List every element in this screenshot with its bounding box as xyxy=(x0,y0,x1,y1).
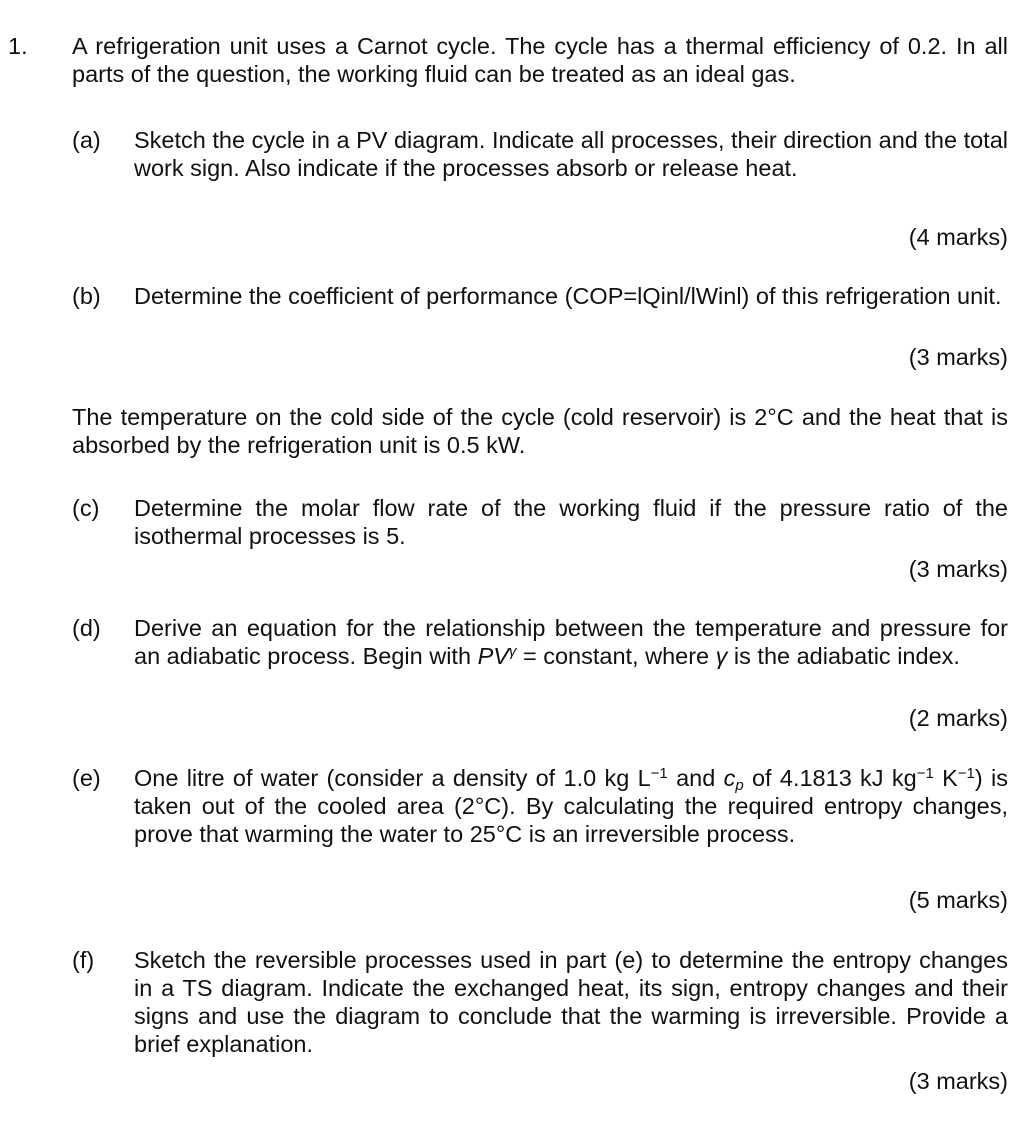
part-e-label: (e) xyxy=(72,765,101,791)
cp-subscript: p xyxy=(735,776,744,794)
part-f-label: (f) xyxy=(72,947,95,973)
part-e xyxy=(72,764,1008,848)
part-f-text: Sketch the reversible processes used in part (e) to determine the entropy changes in a TS diagram. Indicate the exchanged heat, its sign, entropy changes and their signs and use the diagram to conclude that the warming is irreversible. Provide a brief explanation. xyxy=(134,947,1008,1057)
gamma-symbol: γ xyxy=(715,643,728,669)
part-e-marks: (5 marks) xyxy=(908,887,1008,913)
part-d xyxy=(72,614,1008,670)
part-e-text-2: and xyxy=(667,765,724,791)
context-paragraph: The temperature on the cold side of the cycle (cold reservoir) is 2°C and the heat that is absorbed by the refrigeration unit is 0.5 kW. xyxy=(72,404,1008,458)
part-e-text xyxy=(134,764,1008,848)
part-d-text xyxy=(134,614,1008,670)
question-intro: A refrigeration unit uses a Carnot cycle. The cycle has a thermal efficiency of 0.2. In all parts of the question, the working fluid can be treated as an ideal gas. xyxy=(72,33,1008,87)
part-e-text-3: of 4.1813 kJ kg xyxy=(743,765,917,791)
cp-symbol: c xyxy=(723,765,736,791)
gamma-exponent: γ xyxy=(508,642,517,660)
part-c-marks: (3 marks) xyxy=(908,556,1008,582)
part-a-label: (a) xyxy=(72,127,101,153)
part-d-label: (d) xyxy=(72,615,101,641)
part-d-marks: (2 marks) xyxy=(908,705,1008,731)
part-b-text: Determine the coefficient of performance (COP=lQinl/lWinl) of this refrigeration unit. xyxy=(134,283,1002,309)
exponent-3: −1 xyxy=(957,764,975,782)
part-a-text: Sketch the cycle in a PV diagram. Indicate all processes, their direction and the total work sign. Also indicate if the processes absorb or release heat. xyxy=(134,127,1008,181)
part-b-marks: (3 marks) xyxy=(908,344,1008,370)
part-e-text-5: ) is taken out of the cooled area (2°C). By calculating the required entropy changes, prove that warming the water to 25°C is an irreversible process. xyxy=(134,765,1008,847)
part-e-text-4: K xyxy=(933,765,958,791)
part-f xyxy=(72,946,1008,1058)
part-b xyxy=(72,282,1008,310)
part-d-text-3: is the adiabatic index. xyxy=(727,643,960,669)
part-c-text: Determine the molar flow rate of the working fluid if the pressure ratio of the isothermal processes is 5. xyxy=(134,495,1008,549)
part-d-text-2: = constant, where xyxy=(516,643,716,669)
question-number: 1. xyxy=(8,33,28,59)
part-d-text-1: Derive an equation for the relationship between the temperature and pressure for an adiabatic process. Begin with xyxy=(134,615,1008,669)
part-a xyxy=(72,126,1008,182)
part-f-marks: (3 marks) xyxy=(908,1068,1008,1094)
part-c-label: (c) xyxy=(72,495,100,521)
exponent-2: −1 xyxy=(916,764,934,782)
pv-symbol: PV xyxy=(477,643,509,669)
part-e-text-1: One litre of water (consider a density of 1.0 kg L xyxy=(134,765,651,791)
exponent-1: −1 xyxy=(650,764,668,782)
part-b-label: (b) xyxy=(72,283,101,309)
part-a-marks: (4 marks) xyxy=(908,224,1008,250)
part-c xyxy=(72,494,1008,550)
